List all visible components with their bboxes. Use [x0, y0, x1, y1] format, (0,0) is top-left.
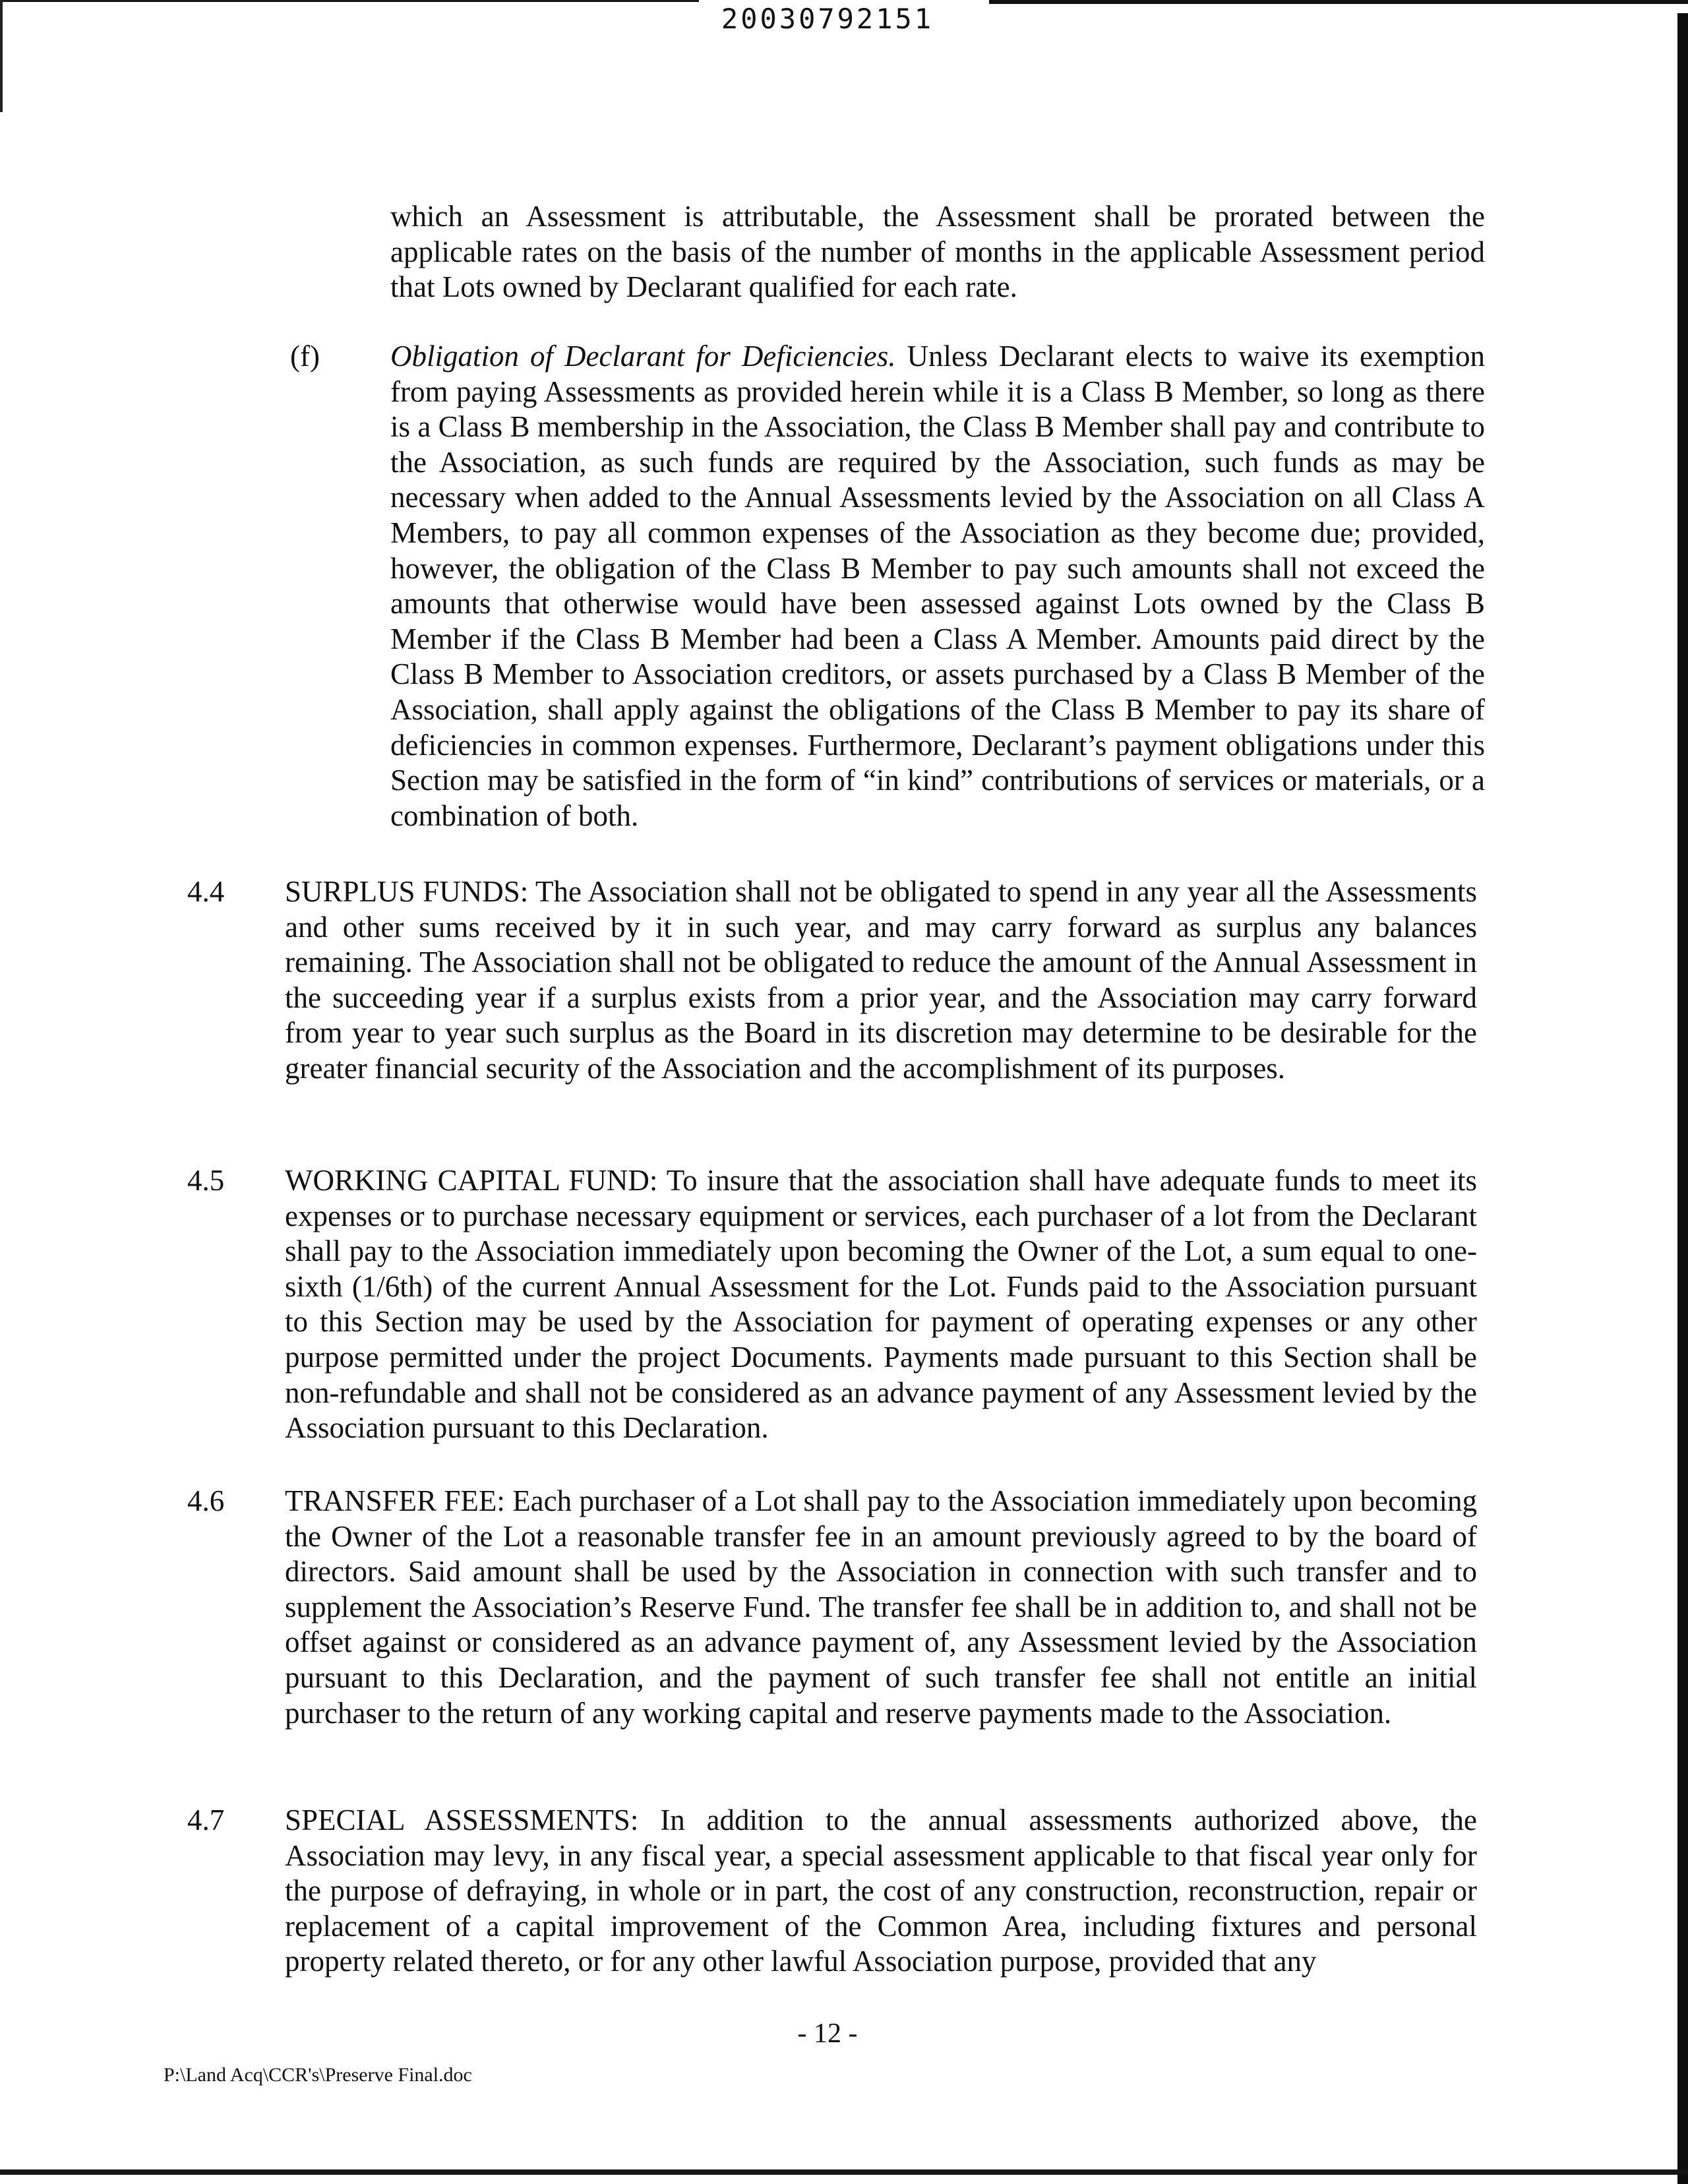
- section-4-4-number: 4.4: [187, 875, 225, 908]
- section-4-5-heading: WORKING CAPITAL FUND:: [285, 1164, 658, 1197]
- section-4-5-paragraph: [285, 1163, 1477, 1446]
- section-4-6-text: Each purchaser of a Lot shall pay to the Association immediately upon becoming the Owner of the Lot a reasonable transfer fee in an amount previously agreed to by the board of directors. Said amount shall be used by the Association in connection with such transfer and to supplement the Association’s Reserve Fund. The transfer fee shall be in addition to, and shall not be offset against or considered as an advance payment of, any Assessment levied by the Association pursuant to this Declaration, and the payment of such transfer fee shall not entitle an initial purchaser to the return of any working capital and reserve payments made to the Association.: [285, 1484, 1478, 1730]
- section-4-4-text: The Association shall not be obligated to spend in any year all the Assessments and other sums received by it in such year, and may carry forward as surplus any balances remaining. The Association shall not be obligated to reduce the amount of the Annual Assessment in the succeeding year if a surplus exists from a prior year, and the Association may carry forward from year to year such surplus as the Board in its discretion may determine to be desirable for the greater financial security of the Association and the accomplishment of its purposes.: [285, 875, 1478, 1085]
- page-number: - 12 -: [797, 2018, 858, 2049]
- scan-border-top-left: [0, 0, 699, 2]
- section-4-7-text: In addition to the annual assessments authorized above, the Association may levy, in any fiscal year, a special assessment applicable to that fiscal year only for the purpose of defraying, in whole or in part, the cost of any construction, reconstruction, repair or replacement of a capital improvement of the Common Area, including fixtures and personal property related thereto, or for any other lawful Association purpose, provided that any: [285, 1804, 1478, 1978]
- section-4-5-text: To insure that the association shall have adequate funds to meet its expenses or to purchase necessary equipment or services, each purchaser of a lot from the Declarant shall pay to the Association immediately upon becoming the Owner of the Lot, a sum equal to one-sixth (1/6th) of the current Annual Assessment for the Lot. Funds paid to the Association pursuant to this Section may be used by the Association for payment of operating expenses or any other purpose permitted under the project Documents. Payments made pursuant to this Section shall be non-refundable and shall not be considered as an advance payment of any Assessment levied by the Association pursuant to this Declaration.: [285, 1164, 1478, 1445]
- section-4-6-paragraph: [285, 1484, 1477, 1731]
- section-4-4-heading: SURPLUS FUNDS:: [285, 875, 529, 908]
- section-4-7-number: 4.7: [187, 1804, 225, 1836]
- section-4-5-number: 4.5: [187, 1164, 225, 1197]
- section-4-4-paragraph: [285, 874, 1477, 1087]
- subsection-f-label: (f): [290, 340, 320, 373]
- section-4-7-paragraph: [285, 1803, 1477, 1980]
- subsection-f-heading: Obligation of Declarant for Deficiencies.: [390, 340, 896, 373]
- scan-border-right: [1677, 13, 1688, 2184]
- section-4-7-heading: SPECIAL ASSESSMENTS:: [285, 1804, 639, 1836]
- file-path: P:\Land Acq\CCR's\Preserve Final.doc: [164, 2064, 472, 2086]
- scan-border-bottom: [0, 2169, 1688, 2175]
- subsection-f-paragraph: [390, 339, 1485, 834]
- subsection-f-text: Unless Declarant elects to waive its exemption from paying Assessments as provided herein while it is a Class B Member, so long as there is a Class B membership in the Association, the Class B Member shall pay and contribute to the Association, as such funds are required by the Association, such funds as may be necessary when added to the Annual Assessments levied by the Association on all Class A Members, to pay all common expenses of the Association as they become due; provided, however, the obligation of the Class B Member to pay such amounts shall not exceed the amounts that otherwise would have been assessed against Lots owned by the Class B Member if the Class B Member had been a Class A Member. Amounts paid direct by the Class B Member to Association creditors, or assets purchased by a Class B Member of the Association, shall apply against the obligations of the Class B Member to pay its share of deficiencies in common expenses. Furthermore, Declarant’s payment obligations under this Section may be satisfied in the form of “in kind” contributions of services or materials, or a combination of both.: [390, 340, 1486, 832]
- section-4-6-number: 4.6: [187, 1484, 225, 1517]
- section-4-6-heading: TRANSFER FEE:: [285, 1484, 505, 1517]
- document-number: 20030792151: [721, 3, 934, 35]
- continuation-paragraph: which an Assessment is attributable, the Assessment shall be prorated between the applicable rates on the basis of the number of months in the applicable Assessment period that Lots owned by Declarant qualified for each rate.: [390, 200, 1485, 304]
